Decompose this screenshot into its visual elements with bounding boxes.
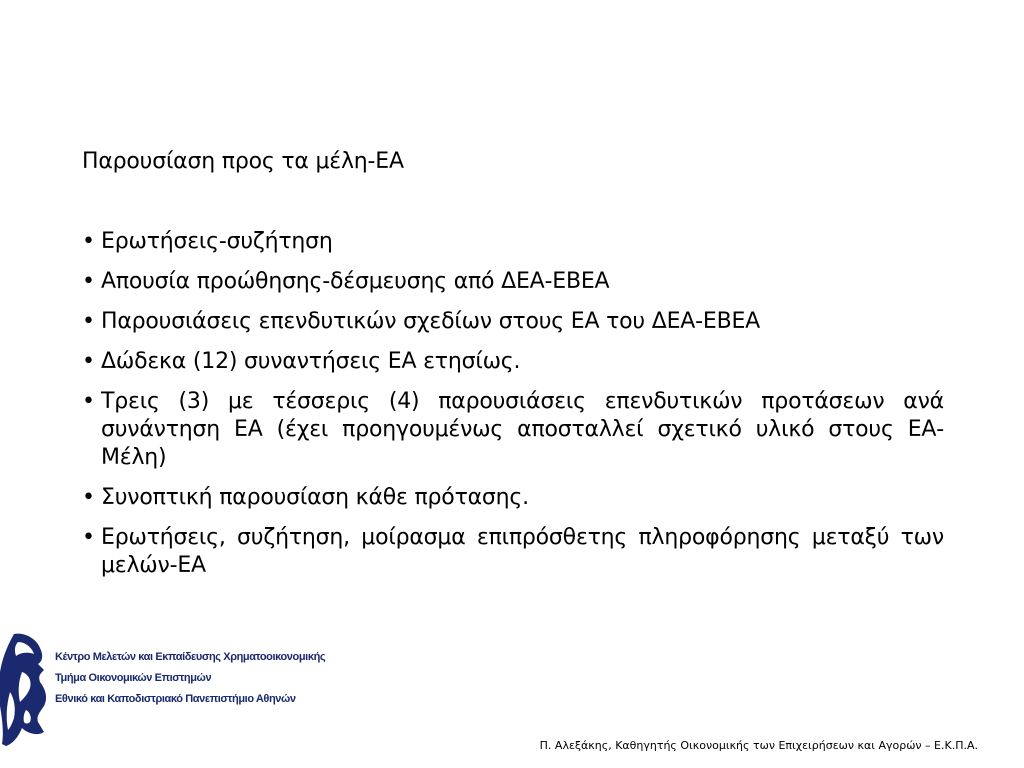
footer-author: Π. Αλεξάκης, Καθηγητής Οικονομικής των Επιχειρήσεων και Αγορών – Ε.Κ.Π.Α. xyxy=(539,739,978,752)
bullet-dot: • xyxy=(82,309,95,334)
bullet-item xyxy=(82,268,944,296)
logo-line-department: Τμήμα Οικονομικών Επιστημών xyxy=(55,672,212,684)
bullet-text: Τρεις (3) με τέσσερις (4) παρουσιάσεις επενδυτικών προτάσεων ανά συνάντηση ΕΑ (έχει προηγουμένως αποσταλλεί σχετικό υλικό στους ΕΑ-Μέλη) xyxy=(101,389,944,470)
logo-line-center: Κέντρο Μελετών και Εκπαίδευσης Χρηματοοικονομικής xyxy=(55,651,326,663)
bullet-text: Ερωτήσεις, συζήτηση, μοίρασμα επιπρόσθετης πληροφόρησης μεταξύ των μελών-ΕΑ xyxy=(101,525,944,578)
bullet-dot: • xyxy=(82,229,95,254)
bullet-item xyxy=(82,348,944,376)
slide-content xyxy=(82,146,944,592)
logo-text xyxy=(55,649,326,712)
bullet-list xyxy=(82,228,944,580)
logo-line-university: Εθνικό και Καποδιστριακό Πανεπιστήμιο Αθηνών xyxy=(55,693,296,705)
bullet-text: Παρουσιάσεις επενδυτικών σχεδίων στους ΕΑ του ΔΕΑ-ΕΒΕΑ xyxy=(101,309,761,334)
bullet-dot: • xyxy=(82,525,95,550)
institution-logo xyxy=(0,632,326,748)
bullet-text: Συνοπτική παρουσίαση κάθε πρότασης. xyxy=(101,485,529,510)
bullet-item xyxy=(82,308,944,336)
bullet-item xyxy=(82,388,944,472)
bullet-text: Ερωτήσεις-συζήτηση xyxy=(101,229,333,254)
bullet-dot: • xyxy=(82,349,95,374)
bullet-dot: • xyxy=(82,269,95,294)
bullet-item xyxy=(82,228,944,256)
bullet-dot: • xyxy=(82,389,95,414)
bullet-text: Απουσία προώθησης-δέσμευσης από ΔΕΑ-ΕΒΕΑ xyxy=(101,269,610,294)
bullet-item xyxy=(82,524,944,580)
slide-heading: Παρουσίαση προς τα μέλη-ΕΑ xyxy=(82,149,404,174)
athena-helmet-icon xyxy=(0,632,50,748)
bullet-dot: • xyxy=(82,485,95,510)
bullet-text: Δώδεκα (12) συναντήσεις ΕΑ ετησίως. xyxy=(101,349,521,374)
bullet-item xyxy=(82,484,944,512)
